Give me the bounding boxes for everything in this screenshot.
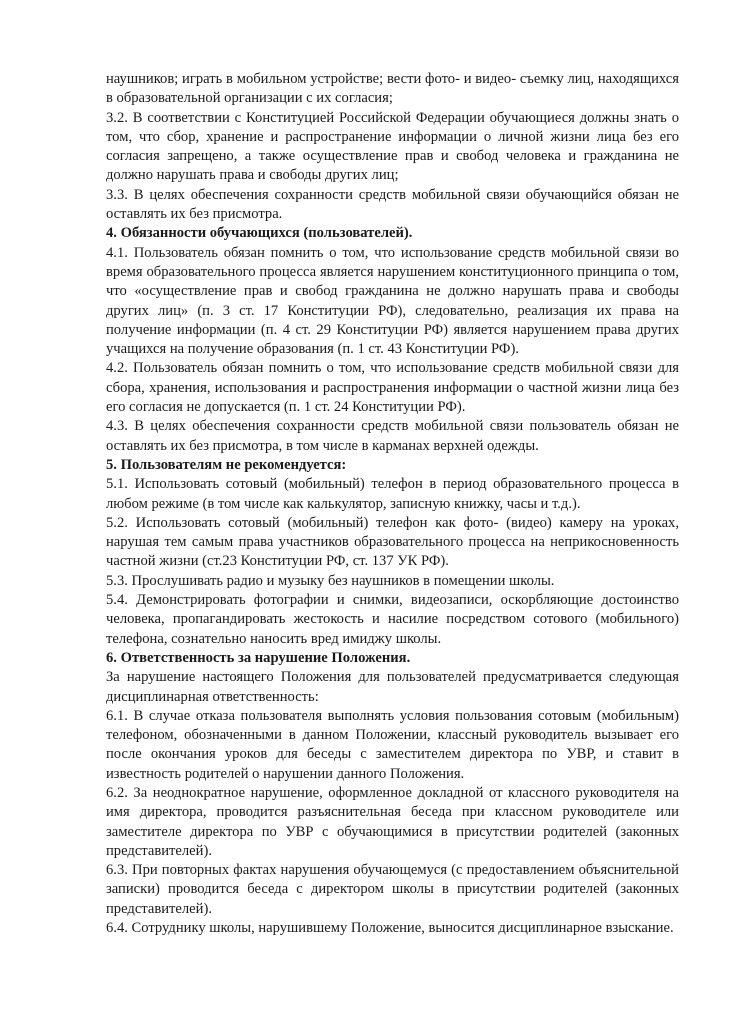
paragraph: наушников; играть в мобильном устройстве; вести фото- и видео- съемку лиц, находящихся в образовательной организации с их согласия; [106,71,679,107]
paragraph: 3.3. В целях обеспечения сохранности средств мобильной связи обучающийся обязан не оставлять их без присмотра. [106,186,679,223]
paragraph: 5.4. Демонстрировать фотографии и снимки, видеозаписи, оскорбляющие достоинство человека, пропагандировать жестокость и насилие посредством сотового (мобильного) телефона, сознательно наносить вред имиджу школы. [106,592,679,647]
paragraph: 6.1. В случае отказа пользователя выполнять условия пользования сотовым (мобильным) телефоном, обозначенными в данном Положении, классный руководитель вызывает его после окончания уроков для беседы с заместителем директора по УВР, и ставит в известность родителей о нарушении данного Положения. [106,707,679,782]
paragraph: 3.2. В соответствии с Конституцией Российской Федерации обучающиеся должны знать о том, что сбор, хранение и распространение информации о личной жизни лица без его согласия запрещено, а также осуществление прав и свобод человека и гражданина не должно нарушать права и свободы других лиц; [106,109,679,184]
paragraph: 5.3. Прослушивать радио и музыку без наушников в помещении школы. [106,572,555,589]
section-heading: 5. Пользователям не рекомендуется: [106,456,347,473]
section-heading: 6. Ответственность за нарушение Положения. [106,649,411,666]
section-heading: 4. Обязанности обучающихся (пользователей). [106,225,413,242]
paragraph: За нарушение настоящего Положения для пользователей предусматривается следующая дисциплинарная ответственность: [106,669,679,705]
paragraph: 4.1. Пользователь обязан помнить о том, что использование средств мобильной связи во время образовательного процесса является нарушением конституционного принципа о том, что «осуществление прав и свобод гражданина не должно нарушать права и свободы других лиц» (п. 3 ст. 17 Конституции РФ), следовательно, реализация их права на получение информации (п. 4 ст. 29 Конституции РФ) является нарушением права других учащихся на получение образования (п. 1 ст. 43 Конституции РФ). [106,244,679,358]
paragraph: 5.1. Использовать сотовый (мобильный) телефон в период образовательного процесса в любом режиме (в том числе как калькулятор, записную книжку, часы и т.д.). [106,476,679,512]
paragraph: 6.3. При повторных фактах нарушения обучающемуся (с предоставлением объяснительной записки) проводится беседа с директором школы в присутствии родителей (законных представителей). [106,862,679,917]
paragraph: 4.2. Пользователь обязан помнить о том, что использование средств мобильной связи для сбора, хранения, использования и распространения информации о частной жизни лица без его согласия не допускается (п. 1 ст. 24 Конституции РФ). [106,360,679,416]
paragraph: 5.2. Использовать сотовый (мобильный) телефон как фото- (видео) камеру на уроках, нарушая тем самым права участников образовательного процесса на неприкосновенность частной жизни (ст.23 Конституции РФ, ст. 137 УК РФ). [106,514,679,570]
document-body [106,70,679,938]
paragraph: 4.3. В целях обеспечения сохранности средств мобильной связи пользователь обязан не оставлять их без присмотра, в том числе в карманах верхней одежды. [106,418,679,454]
paragraph: 6.2. За неоднократное нарушение, оформленное докладной от классного руководителя на имя директора, проводится разъяснительная беседа при классном руководителе или заместителе директора по УВР с обучающимися в присутствии родителей (законных представителей). [106,784,679,859]
paragraph: 6.4. Сотруднику школы, нарушившему Положение, выносится дисциплинарное взыскание. [106,920,674,937]
